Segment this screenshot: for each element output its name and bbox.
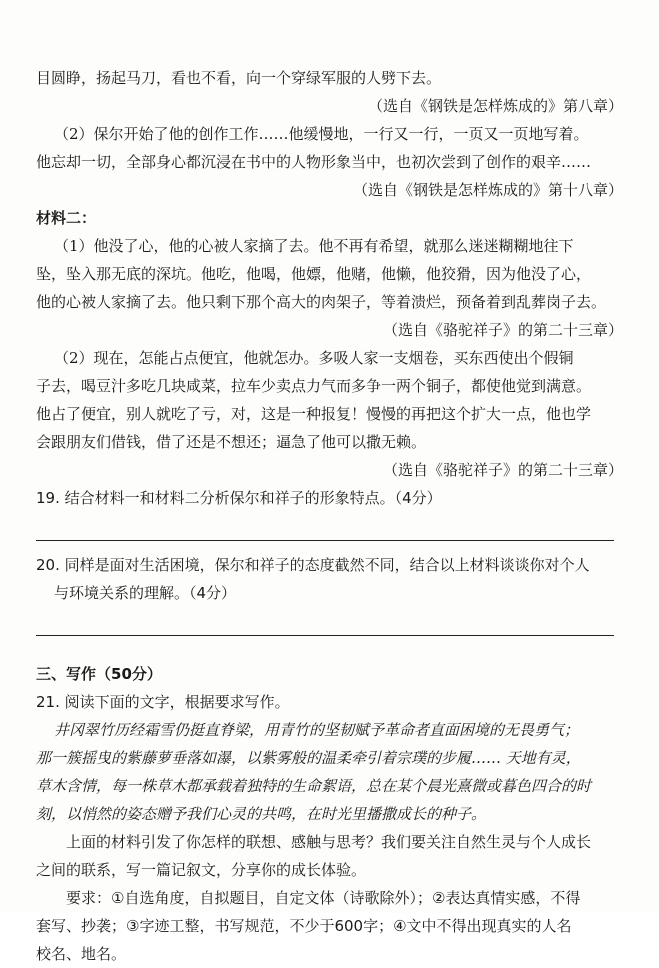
material2-paragraph-2-line-2: 子去，喝豆汁多吃几块咸菜，拉车少卖点力气而多争一两个铜子，都使他觉到满意。 (36, 377, 592, 395)
material1-paragraph-2-line-2: 他忘却一切，全部身心都沉浸在书中的人物形象当中，也初次尝到了创作的艰辛…… (36, 153, 592, 171)
question-21: 21. 阅读下面的文字，根据要求写作。 (36, 693, 290, 711)
answer-line-20[interactable] (36, 635, 614, 636)
requirements-line-3: 校名、地名。 (36, 945, 127, 963)
prompt-paragraph-line-2: 之间的联系，写一篇记叙文，分享你的成长体验。 (36, 861, 367, 879)
material1-source-1: （选自《钢铁是怎样炼成的》第八章） (367, 97, 623, 115)
question-20-line-2: 与环境关系的理解。（4分） (54, 584, 237, 602)
material2-source-1: （选自《骆驼祥子》的第二十三章） (382, 321, 623, 339)
material2-paragraph-2-line-1: （2）现在，怎能占点便宜，他就怎办。多吸人家一支烟卷，买东西使出个假铜 (54, 349, 574, 367)
material2-paragraph-2-line-4: 会跟朋友们借钱，借了还是不想还；逼急了他可以撒无赖。 (36, 433, 427, 451)
material2-paragraph-1-line-3: 他的心被人家摘了去。他只剩下那个高大的肉架子，等着溃烂，预备着到乱葬岗子去。 (36, 293, 607, 311)
prompt-text-line-3: 草木含情，每一株草木都承载着独特的生命絮语，总在某个晨光熹微或暮色四合的时 (36, 777, 592, 795)
material1-paragraph-2-line-1: （2）保尔开始了他的创作工作……他缓慢地，一行又一行，一页又一页地写着。 (54, 125, 589, 143)
prompt-paragraph-line-1: 上面的材料引发了你怎样的联想、感触与思考？我们要关注自然生灵与个人成长 (66, 833, 592, 851)
prompt-text-line-1: 井冈翠竹历经霜雪仍挺直脊梁，用青竹的坚韧赋予革命者直面困境的无畏勇气； (54, 721, 580, 739)
answer-line-19[interactable] (36, 540, 614, 541)
writing-section-heading: 三、写作（50分） (36, 665, 162, 683)
material1-text: 目圆睁，扬起马刀，看也不看，向一个穿绿军服的人劈下去。 (36, 69, 442, 87)
material2-paragraph-1-line-1: （1）他没了心，他的心被人家摘了去。他不再有希望，就那么迷迷糊糊地往下 (54, 237, 574, 255)
question-20-line-1: 20. 同样是面对生活困境，保尔和祥子的态度截然不同，结合以上材料谈谈你对个人 (36, 556, 590, 574)
prompt-text-line-4: 刻，以悄然的姿态赠予我们心灵的共鸣，在时光里播撒成长的种子。 (36, 805, 487, 823)
question-19: 19. 结合材料一和材料二分析保尔和祥子的形象特点。（4分） (36, 489, 442, 507)
material1-source-2: （选自《钢铁是怎样炼成的》第十八章） (352, 181, 623, 199)
prompt-text-line-2: 那一簇摇曳的紫藤萝垂落如瀑，以紫雾般的温柔牵引着宗璞的步履…… 天地有灵， (36, 749, 581, 767)
material2-source-2: （选自《骆驼祥子》的第二十三章） (382, 461, 623, 479)
material2-heading: 材料二： (36, 209, 97, 227)
material2-paragraph-2-line-3: 他占了便宜，别人就吃了亏，对，这是一种报复！慢慢的再把这个扩大一点，他也学 (36, 405, 592, 423)
requirements-line-1: 要求：①自选角度，自拟题目，自定文体（诗歌除外）；②表达真情实感，不得 (66, 889, 581, 907)
material2-paragraph-1-line-2: 坠，坠入那无底的深坑。他吃，他喝，他嫖，他赌，他懒，他狡猾，因为他没了心， (36, 265, 592, 283)
requirements-line-2: 套写、抄袭；③字迹工整，书写规范，不少于600字；④文中不得出现真实的人名 (36, 917, 572, 935)
